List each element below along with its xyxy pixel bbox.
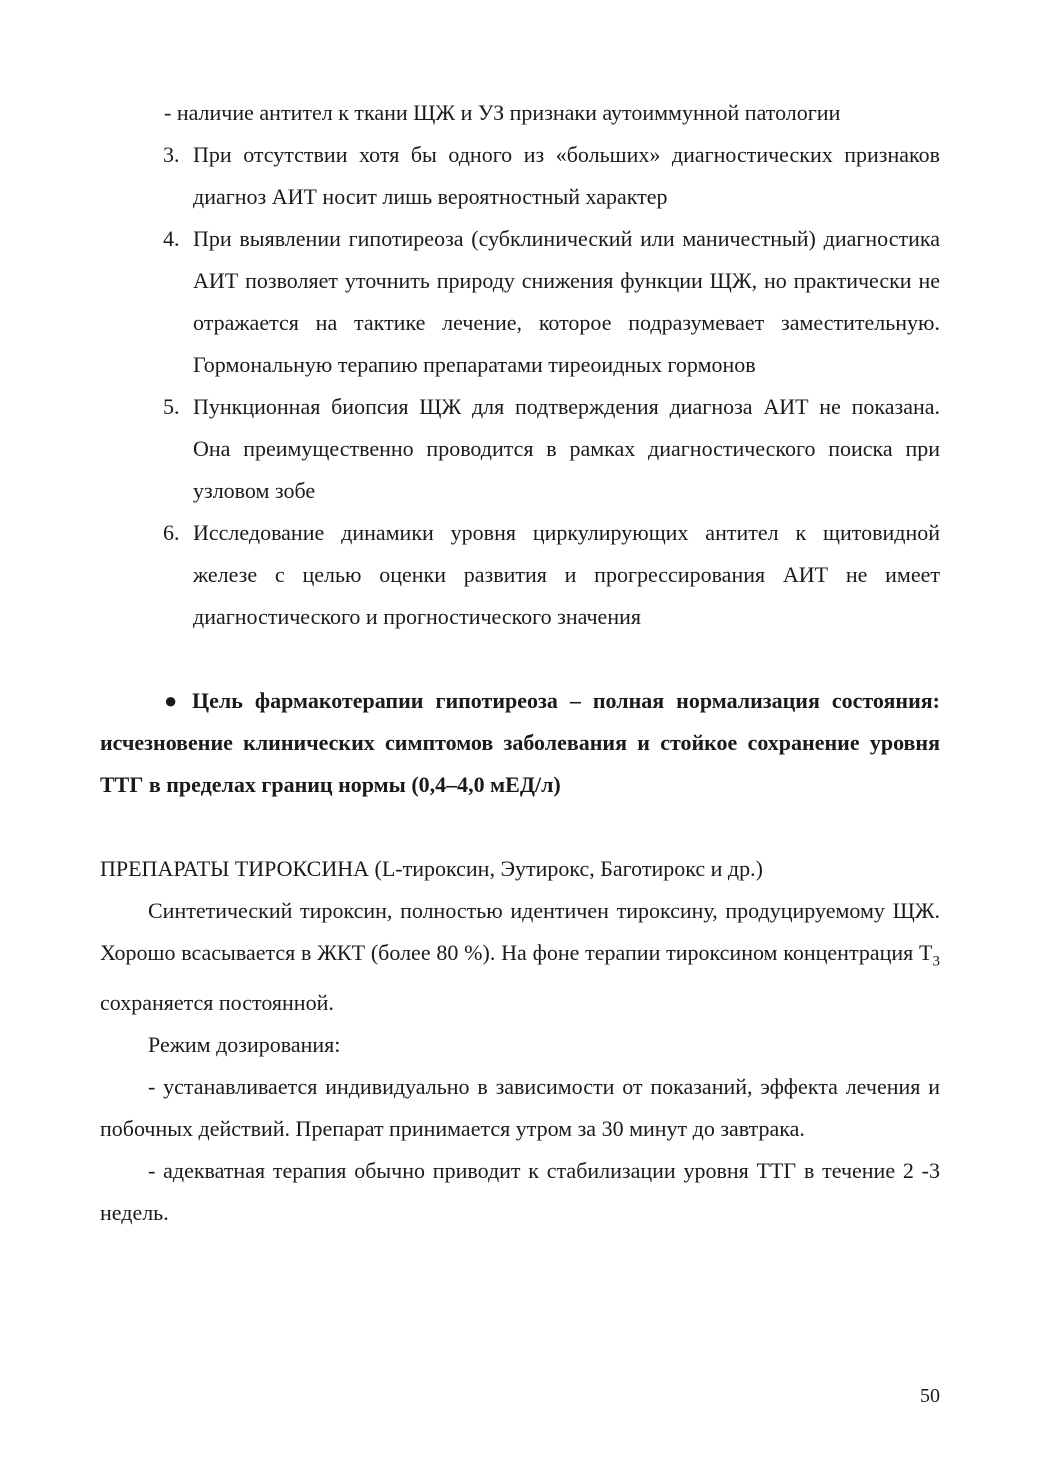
list-item-number: 4. bbox=[163, 226, 180, 251]
synthetic-thyroxine-paragraph bbox=[100, 890, 940, 1024]
section-heading: ПРЕПАРАТЫ ТИРОКСИНА (L-тироксин, Эутирокс, Баготирокс и др.) bbox=[100, 856, 763, 881]
subscript-3: 3 bbox=[932, 953, 940, 970]
list-item-text: При отсутствии хотя бы одного из «больших» диагностических признаков диагноз АИТ носит лишь вероятностный характер bbox=[193, 142, 940, 209]
list-item bbox=[100, 218, 940, 386]
list-item bbox=[100, 134, 940, 218]
therapy-goal-paragraph bbox=[100, 680, 940, 806]
list-item-number: 3. bbox=[163, 142, 180, 167]
page-number: 50 bbox=[920, 1385, 940, 1407]
synthetic-text-a: Синтетический тироксин, полностью идентичен тироксину, продуцируемому ЩЖ. Хорошо всасывается в ЖКТ (более 80 %). На фоне терапии тироксином концентрация Т bbox=[100, 898, 940, 965]
antibody-line: - наличие антител к ткани ЩЖ и УЗ признаки аутоиммунной патологии bbox=[164, 100, 841, 125]
list-item bbox=[100, 512, 940, 638]
list-item-text: При выявлении гипотиреоза (субклинический или маничестный) диагностика АИТ позволяет уточнить природу снижения функции ЩЖ, но практически не отражается на тактике лечение, которое подразумевает заместительную. Гормональную терапию препаратами тиреоидных гормонов bbox=[193, 226, 940, 377]
page-body bbox=[100, 92, 940, 1234]
dosing-label: Режим дозирования: bbox=[148, 1032, 341, 1058]
list-item bbox=[100, 386, 940, 512]
list-item-number: 6. bbox=[163, 520, 180, 545]
therapy-goal-text: Цель фармакотерапии гипотиреоза – полная нормализация состояния: исчезновение клинических симптомов заболевания и стойкое сохранение уровня ТТГ в пределах границ нормы (0,4–4,0 мЕД/л) bbox=[100, 688, 940, 797]
list-item-text: Пункционная биопсия ЩЖ для подтверждения диагноза АИТ не показана. Она преимущественно проводится в рамках диагностического поиска при узловом зобе bbox=[193, 394, 940, 503]
bullet-icon: ● bbox=[164, 688, 178, 713]
dosing-item-1: - устанавливается индивидуально в зависимости от показаний, эффекта лечения и побочных действий. Препарат принимается утром за 30 минут до завтрака. bbox=[100, 1074, 940, 1142]
list-item-number: 5. bbox=[163, 394, 180, 419]
numbered-list bbox=[100, 134, 940, 638]
synthetic-text-b: сохраняется постоянной. bbox=[100, 990, 334, 1016]
dosing-item-2: - адекватная терапия обычно приводит к стабилизации уровня ТТГ в течение 2 -3 недель. bbox=[100, 1158, 940, 1226]
list-item-text: Исследование динамики уровня циркулирующих антител к щитовидной железе с целью оценки развития и прогрессирования АИТ не имеет диагностического и прогностического значения bbox=[193, 520, 940, 629]
